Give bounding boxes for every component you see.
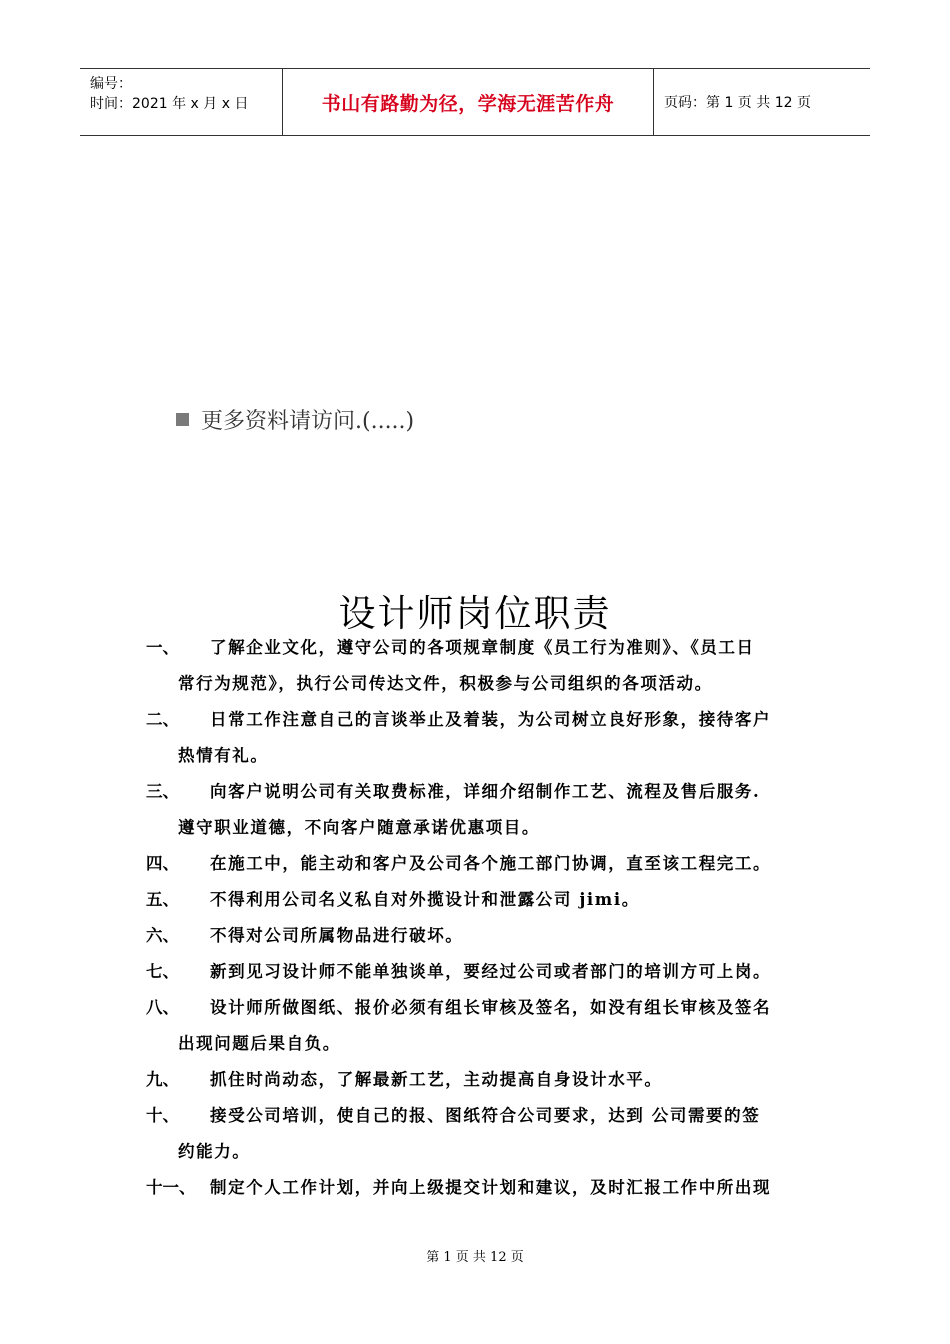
- item-text-continued: 约能力。: [178, 1142, 251, 1161]
- list-item: [146, 990, 810, 1062]
- list-item: [146, 954, 810, 990]
- list-item: [146, 702, 810, 774]
- list-item: [146, 918, 810, 954]
- item-number: 二、: [146, 710, 179, 729]
- list-item: [146, 882, 810, 918]
- item-number: 五、: [146, 890, 179, 909]
- item-text: 抓住时尚动态，了解最新工艺，主动提高自身设计水平。: [210, 1070, 663, 1089]
- list-item: [146, 1062, 810, 1098]
- document-header: [80, 68, 870, 136]
- item-number: 三、: [146, 782, 179, 801]
- item-text: 新到见习设计师不能单独谈单，要经过公司或者部门的培训方可上岗。: [210, 962, 772, 981]
- item-text: 制定个人工作计划，并向上级提交计划和建议，及时汇报工作中所出现: [210, 1178, 772, 1197]
- item-text: 向客户说明公司有关取费标准，详细介绍制作工艺、流程及售后服务.: [210, 782, 761, 801]
- item-text: 不得对公司所属物品进行破坏。: [210, 926, 464, 945]
- duty-list: [146, 630, 810, 1206]
- document-date: 时间：2021 年 x 月 x 日: [90, 96, 249, 112]
- page-footer: 第 1 页 共 12 页: [426, 1250, 524, 1265]
- item-text: 接受公司培训，使自己的报、图纸符合公司要求，达到 公司需要的签: [210, 1106, 761, 1125]
- list-item: [146, 630, 810, 702]
- list-item: [146, 774, 810, 846]
- item-number: 十一、: [146, 1178, 196, 1197]
- item-number: 四、: [146, 854, 179, 873]
- item-text-continued: 常行为规范》，执行公司传达文件，积极参与公司组织的各项活动。: [178, 674, 713, 693]
- more-materials-text: 更多资料请访问.(.....): [201, 409, 415, 434]
- item-number: 十、: [146, 1106, 179, 1125]
- item-number: 八、: [146, 998, 179, 1017]
- header-page-info: 页码：第 1 页 共 12 页: [664, 95, 811, 111]
- item-text-continued: 遵守职业道德，不向客户随意承诺优惠项目。: [178, 818, 540, 837]
- item-text: 在施工中，能主动和客户及公司各个施工部门协调，直至该工程完工。: [210, 854, 772, 873]
- page-title: 设计师岗位职责: [338, 592, 612, 635]
- item-number: 九、: [146, 1070, 179, 1089]
- header-motto-cell: [282, 69, 654, 135]
- list-item: [146, 846, 810, 882]
- item-text: 日常工作注意自己的言谈举止及着装，为公司树立良好形象，接待客户: [210, 710, 772, 729]
- square-bullet-icon: [176, 413, 189, 426]
- item-text: 设计师所做图纸、报价必须有组长审核及签名，如没有组长审核及签名: [210, 998, 772, 1017]
- item-text-continued: 热情有礼。: [178, 746, 269, 765]
- header-page-cell: [654, 69, 870, 135]
- list-item: [146, 1098, 810, 1170]
- list-item: [146, 1170, 810, 1206]
- item-text: 了解企业文化，遵守公司的各项规章制度《员工行为准则》、《员工日: [210, 638, 755, 657]
- item-number: 六、: [146, 926, 179, 945]
- more-materials-line[interactable]: [176, 404, 414, 435]
- document-number: 编号：: [90, 76, 132, 92]
- item-number: 一、: [146, 638, 179, 657]
- header-motto: 书山有路勤为径，学海无涯苦作舟: [321, 92, 615, 115]
- item-text: 不得利用公司名义私自对外揽设计和泄露公司 jimi。: [210, 890, 640, 909]
- item-text-continued: 出现问题后果自负。: [178, 1034, 341, 1053]
- item-number: 七、: [146, 962, 179, 981]
- header-meta-cell: [80, 69, 282, 135]
